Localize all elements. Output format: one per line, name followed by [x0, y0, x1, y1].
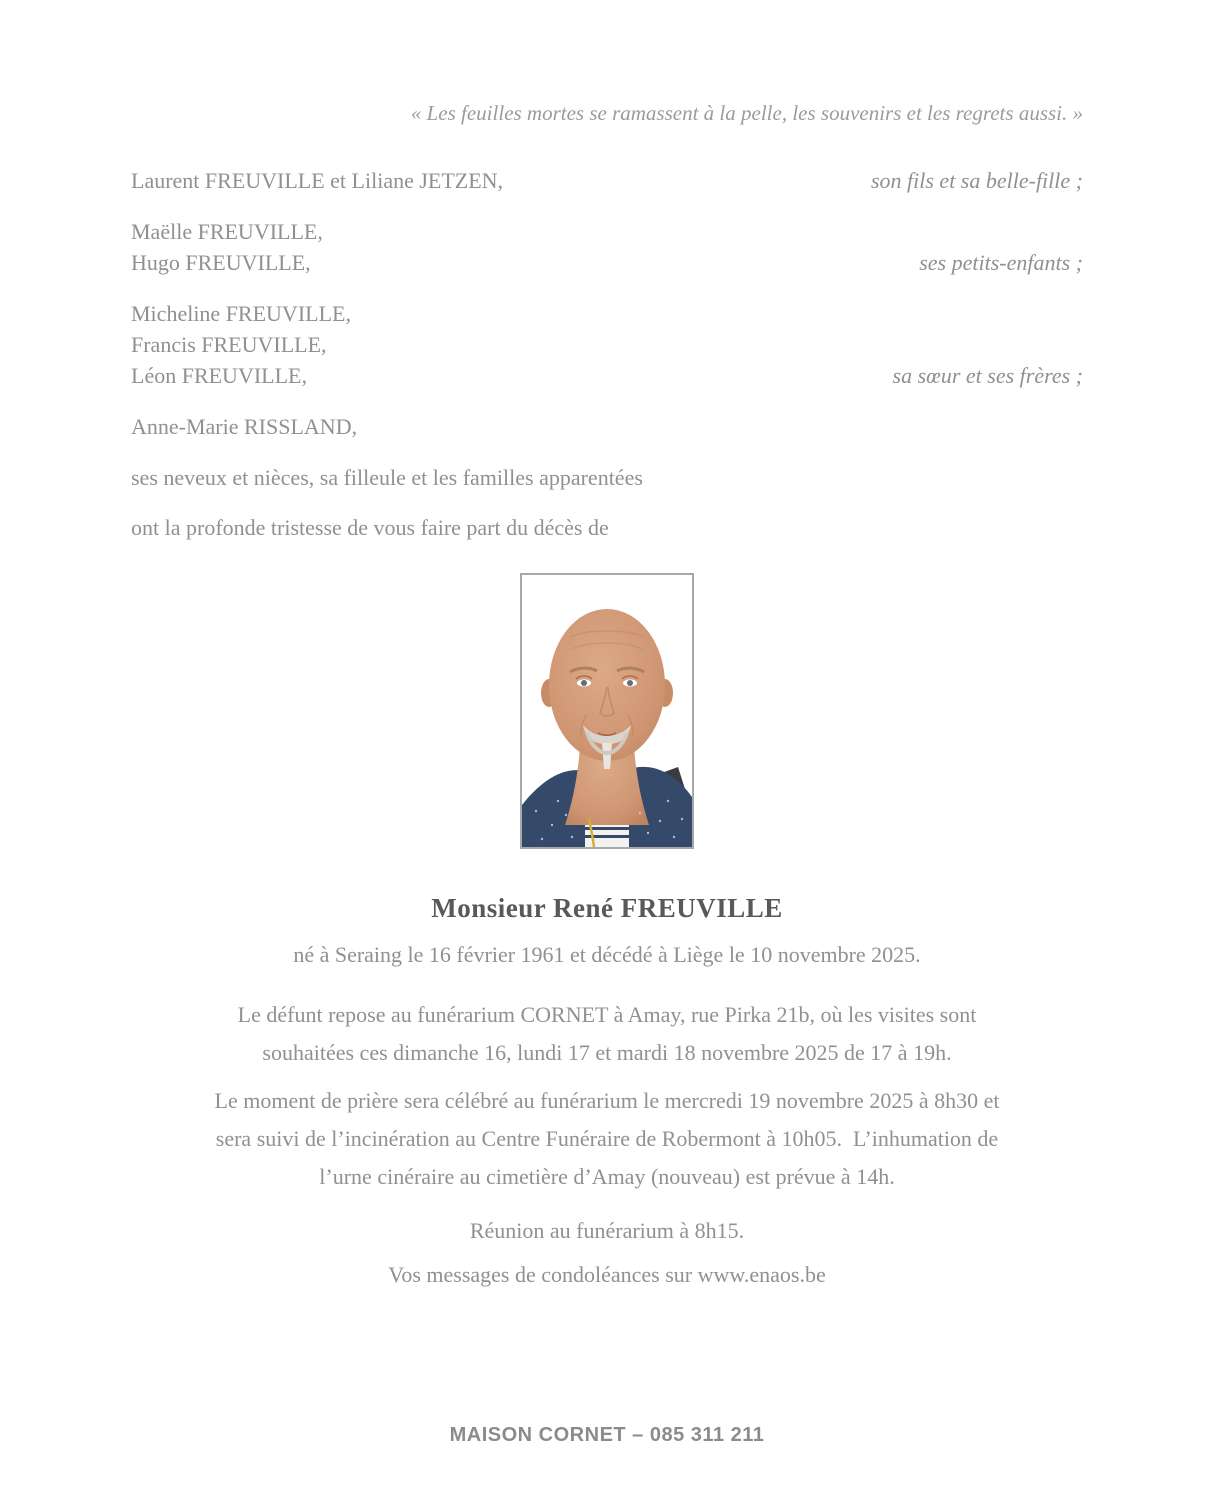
- family-name: Anne-Marie RISSLAND,: [131, 414, 358, 439]
- portrait-illustration: [522, 575, 692, 847]
- meeting-paragraph: [131, 1212, 1083, 1250]
- family-closing-line: ses neveux et nièces, sa filleule et les familles apparentées: [131, 465, 643, 490]
- meeting-line: Réunion au funérarium à 8h15.: [469, 1218, 745, 1243]
- family-names: [131, 411, 357, 442]
- birth-death-line: né à Seraing le 16 février 1961 et décédé à Liège le 10 novembre 2025.: [293, 942, 921, 967]
- family-row: [131, 165, 1083, 196]
- family-relation: son fils et sa belle-fille ;: [870, 168, 1083, 193]
- family-row: [131, 411, 1083, 442]
- ceremony-line: sera suivi de l’incinération au Centre Funéraire de Robermont à 10h05. L’inhumation de: [215, 1126, 999, 1151]
- footer-funeral-home: MAISON CORNET – 085 311 211: [449, 1424, 765, 1446]
- family-row: [131, 216, 1083, 278]
- family-row: [131, 298, 1083, 391]
- family-name: Léon FREUVILLE,: [131, 363, 307, 388]
- family-name: Francis FREUVILLE,: [131, 332, 327, 357]
- family-names: [131, 298, 351, 391]
- repose-line: souhaitées ces dimanche 16, lundi 17 et mardi 18 novembre 2025 de 17 à 19h.: [262, 1040, 952, 1065]
- repose-line: Le défunt repose au funérarium CORNET à Amay, rue Pirka 21b, où les visites sont: [237, 1002, 977, 1027]
- family-name: Micheline FREUVILLE,: [131, 301, 351, 326]
- family-closing-line: ont la profonde tristesse de vous faire part du décès de: [131, 515, 609, 540]
- condolences-line: Vos messages de condoléances sur www.enaos.be: [388, 1262, 826, 1287]
- deceased-portrait-photo: [520, 573, 694, 849]
- ceremony-line: Le moment de prière sera célébré au funérarium le mercredi 19 novembre 2025 à 8h30 et: [214, 1088, 1000, 1113]
- family-relation: sa sœur et ses frères ;: [892, 363, 1083, 388]
- deceased-name-title: Monsieur René FREUVILLE: [431, 893, 783, 923]
- family-names: [131, 165, 503, 196]
- ceremony-line: l’urne cinéraire au cimetière d’Amay (nouveau) est prévue à 14h.: [319, 1164, 895, 1189]
- ceremony-paragraph: [131, 1082, 1083, 1196]
- condolences-paragraph: [131, 1256, 1083, 1294]
- family-name: Hugo FREUVILLE,: [131, 250, 311, 275]
- repose-paragraph: [131, 996, 1083, 1072]
- memorial-quote: « Les feuilles mortes se ramassent à la pelle, les souvenirs et les regrets aussi. »: [410, 101, 1083, 125]
- family-names: [131, 216, 323, 278]
- family-list: [131, 165, 1083, 543]
- family-relation: ses petits-enfants ;: [919, 250, 1083, 275]
- family-name: Maëlle FREUVILLE,: [131, 219, 323, 244]
- family-name: Laurent FREUVILLE et Liliane JETZEN,: [131, 168, 504, 193]
